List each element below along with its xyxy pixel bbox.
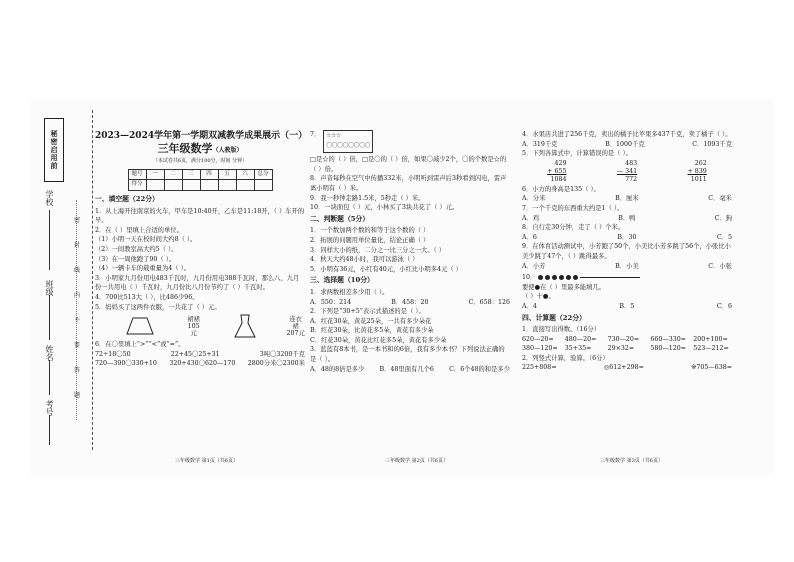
question: 5．小明有36元，小红有40元，小红比小明多4元（ ）: [310, 265, 462, 273]
question: 3．同样大小的纸，二分之一比三分之一大。（ ）: [310, 246, 446, 254]
question: 1．求两数相差多少用（ ）。: [310, 288, 389, 296]
page-footer: 三年级数学 第2页（共6页）: [385, 458, 448, 464]
compare-row: 72÷18〇50 22+45〇25+31 3吨〇3200千克: [95, 350, 305, 358]
name-line: [49, 360, 50, 395]
calc-grid: 620—20= 480—20= 730—20= 660—330= 200+100= 380—120= 35+35= 29×32= 580—120= 523—212=: [522, 335, 729, 353]
question: 7． ☆☆☆ 〇〇〇〇〇〇〇〇: [310, 130, 510, 155]
exam-no-line: [49, 415, 50, 445]
dress-icon: [233, 313, 257, 339]
question: 要使●在（ ）里最多能填几。: [522, 283, 606, 291]
dress-price: 207元: [286, 329, 305, 337]
seal-char: 不: [74, 317, 81, 324]
options-row: A．319千克 B．1000千克 C．1093千克: [522, 140, 732, 148]
class-label: 班级: [45, 280, 54, 296]
school-label: 学校: [45, 190, 54, 206]
question: 2．下列是“30+5”表示式描述的是（ ）。: [310, 308, 425, 316]
options-row: A．小芳 B．小美 C．小张: [522, 262, 732, 270]
question: 3．蓝蓝有8本书，是一本书和的6倍，我有多少本书？下列说法正确的是（ ）。: [310, 346, 505, 364]
section-calc: 四、计算题（22分）: [522, 313, 586, 322]
page-footer: 三年级数学 第3页（共6页）: [600, 458, 663, 464]
school-line: [49, 210, 50, 270]
options-row: A．鸡 B．鸭 C．狗: [522, 214, 732, 222]
bead-icon: [559, 275, 564, 280]
options-row: A．48的8倍是多少 B．48里面有几个6 C．6个48的和是多少: [310, 365, 510, 373]
sub-question: （1）小明一天在校时间大约8（ ）。: [95, 236, 197, 244]
sub-question: （2）一间教室高大约5（ ）。: [95, 245, 178, 253]
seal-char: 封: [74, 242, 81, 249]
question: 5．下列各算式中，计算错误的是（ ）。: [522, 150, 632, 158]
exam-subtitle: 三年级数学（人教版）: [157, 141, 243, 155]
question: 2．拓展的问题用单位量化，结论正确（ ）: [310, 236, 430, 244]
question: 2．列竖式计算，验算。（6分）: [522, 354, 609, 362]
question: 9．我一秒钟走路1.5米，5秒走（ ）米。: [310, 194, 425, 202]
vertical-calcs: 429 + 655 1084 483 — 341 772 262 + 839 1011: [547, 159, 707, 183]
sub-question: （4）一辆卡车的载重量为4（ ）。: [95, 265, 191, 273]
section-true-false: 二、判断题（5分）: [310, 214, 370, 223]
question: 2．在（ ）里填上合适的单位。: [95, 226, 183, 234]
question: 9．在体育活动测试中，小芳跑了50个，小美比小芳多跳了56个，小张比小美少跳了47个，（ ）跳得最多。: [522, 243, 731, 260]
bead-icon: [573, 275, 578, 280]
clothes-figure: [125, 313, 305, 339]
question: （ ）十●。: [522, 293, 555, 301]
seal-char: 要: [74, 342, 81, 349]
option: A．红花30朵，黄花25朵，一共有多少朵花: [310, 317, 432, 325]
question: 1．直接写出得数。（16分）: [522, 326, 601, 334]
bead-figure: 10．: [522, 273, 732, 283]
seal-char: 题: [74, 392, 81, 399]
bead-icon: [538, 275, 543, 280]
option: B．红花30朵，比黄花多5朵，黄花有多少朵: [310, 327, 434, 335]
dress-label: 连衣裙: [289, 315, 302, 330]
option: C．红花30朵，黄花比红花多5朵，黄花有多少朵: [310, 336, 447, 344]
section-fill-blank: 一、填空题（22分）: [95, 194, 159, 203]
seal-char: 内: [74, 292, 81, 299]
calc2-row: 225+808= ◎612+298= ※705—638=: [522, 364, 732, 372]
shape-box: ☆☆☆ 〇〇〇〇〇〇〇〇: [323, 130, 373, 153]
options-row: A．550：214 B．458：20 C．658：126: [310, 298, 510, 306]
seal-char: 答: [74, 367, 81, 374]
secret-stamp: 秘密启用前: [44, 118, 64, 182]
exam-meta: （本试卷共6页，满分100分，时间 分钟）: [152, 158, 248, 165]
page-3-column: [522, 130, 732, 373]
bead-icon: [552, 275, 557, 280]
score-table: 题号 一 二 三 四 五 六 总分 得分: [128, 169, 273, 191]
page-2-column: [310, 130, 510, 374]
seal-char: 线: [74, 267, 81, 274]
skirt-price: 105元: [187, 322, 200, 337]
sub-question: （3）在一周他跑了90（ ）。: [95, 255, 176, 263]
page-1-column: [95, 130, 308, 369]
class-line: [49, 295, 50, 340]
question: 1．从上海开往南京的火车，甲车是10:40开，乙车是11:18开，（ ）车开的早。: [95, 207, 305, 225]
section-choice: 三、选择题（10分）: [310, 276, 374, 285]
question: 5．妈妈买了这两件衣服，一共花了（ ）元。: [95, 303, 221, 311]
question: 10．一块面包（ ）元，小林买了3块共花了（ ）元。: [310, 204, 459, 212]
question: 1．一个数加两个数的和等于这个数的（ ）: [310, 227, 430, 235]
question: 4．秋天大约48小时，我可以游泳（ ）: [310, 256, 419, 264]
question: □是☆的（ ）倍，□是〇的（ ）倍，如果〇减少2个，〇的个数是☆的（ ）倍。: [310, 156, 507, 173]
question: 6．在〇里填上“>”“<”或“=”。: [95, 341, 185, 349]
compare-row: 720—390〇330+10 320+430〇620—170 2800分米〇2300米: [95, 360, 305, 368]
exam-title: 2023—2024学年第一学期双减教学成果展示（一）: [95, 131, 308, 141]
bead-line: [580, 277, 640, 278]
question: 6．小方的身高是135（ ）。: [522, 185, 600, 193]
question: 7．一个千克的东西重大约是1（ ）。: [522, 204, 624, 212]
question: 3．小明家九月份用电483千瓦时，九月份用电388千瓦时，那么八、九月份一共用电（ ）千瓦时，九月份比八月份节约了（ ）千瓦时。: [95, 274, 300, 292]
seal-char: 密: [74, 217, 81, 224]
question: 8．声音每秒在空气中传播332米，小明听到雷声后3秒看到闪电，雷声离小明有（ ）米。: [310, 175, 507, 192]
options-row: A．4 B．5 C．6: [522, 302, 732, 310]
options-row: A．分米 B．厘米 C．毫米: [522, 195, 732, 203]
skirt-icon: [125, 316, 155, 336]
page-footer: 三年级数学 第1页（共6页）: [175, 458, 238, 464]
bead-icon: [545, 275, 550, 280]
skirt-label: 裙裙: [187, 315, 200, 323]
options-row: A．6 B．30 C．5: [522, 233, 732, 241]
question: 4．水果店共进了256千克，卖出的橘子比苹果多437千克，卖了橘子（ ）。: [522, 131, 732, 138]
name-label: 姓名: [45, 345, 54, 361]
bead-icon: [566, 275, 571, 280]
exam-no-label: 考号: [45, 400, 54, 416]
question: 8．自行走30分钟，走了（ ）个米。: [522, 224, 625, 232]
seal-dotted-line: [76, 200, 83, 420]
question: 4．700比513大（ ），比486少96。: [95, 293, 199, 301]
